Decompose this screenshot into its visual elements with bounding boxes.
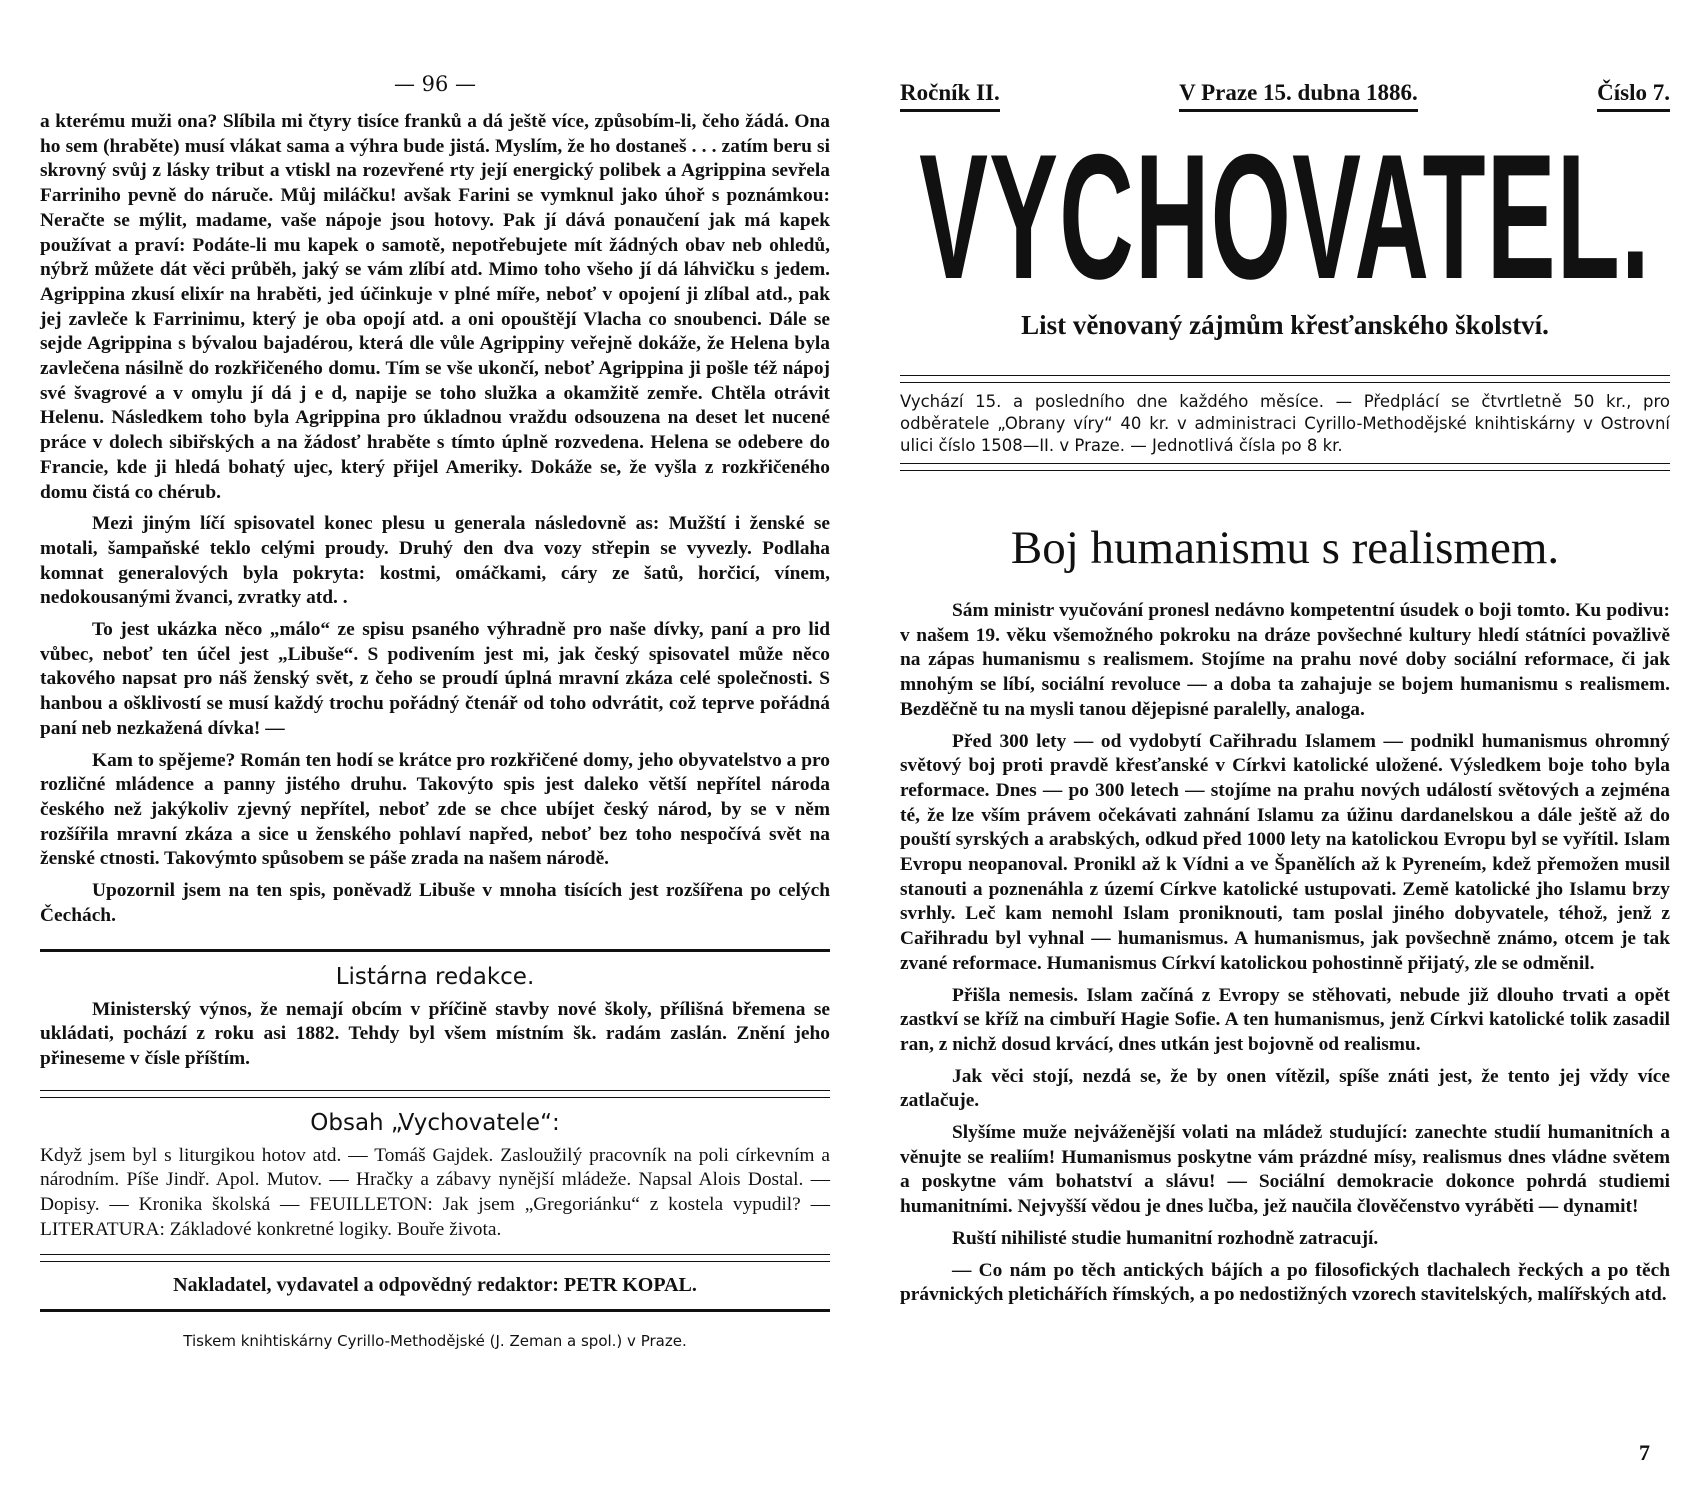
left-page: [40, 0, 830, 1350]
right-paragraph-2: Před 300 lety — od vydobytí Cařihradu Islamem — podnikl humanismus ohromný světový boj proti pravdě křesťanské v Církvi katolické uložené. Výsledkem boje toho byla reformace. Dnes — po 300 letech — stojíme na prahu nových událostí světových a zejména té, že lze vším právem očekávati zahnání Islamu za úžinu dardanelskou a dále ještě až do pouští syrských a arabských, odkud před 1000 lety na katolickou Evropu byl se vyřítil. Islam Evropu neopanoval. Pronikl až k Vídni a ve Španělích až k Pyreneím, kdež přemožen musil stanouti a poznenáhla z území Církve katolické ustupovati. Země katolické jho Islamu brzy svrhly. Leč kam nemohl Islam proniknouti, tam poslal jiného dobyvatele, téhož, jenž z Cařihradu byl vyhnal — humanismus. A humanismus, jak povšechně známo, otcem je tak zvané reformace. Humanismus Církví katolickou pohostinně přijatý, zle se odměnil.: [900, 730, 1670, 974]
obsah-title: Obsah „Vychovatele“:: [310, 1109, 560, 1136]
right-paragraph-1: Sám ministr vyučování pronesl nedávno kompetentní úsudek o boji tomto. Ku podivu: v našem 19. věku všemožného pokroku na dráze povšechné kultury hledí státníci považlivě na zápas humanismu s realismem. Stojíme na prahu nové doby sociální reformace, či jak mnohým se líbí, sociální revoluce — a doba ta zahajuje se bojem humanismu s realismem. Bezděčně tu na mysli tanou dějepisné paralelly, analoga.: [900, 600, 1670, 720]
listarna-text: Ministerský výnos, že nemají obcím v příčině stavby nové školy, přílišná břemena se ukládati, pochází z roku asi 1882. Tehdy byl všem místním šk. radám zaslán. Znění jeho přineseme v čísle příštím.: [40, 998, 830, 1069]
double-rule: [40, 1090, 830, 1098]
publication-info: Vychází 15. a posledního dne každého měsíce. — Předplácí se čtvrtletně 50 kr., pro odběratele „Obrany víry“ 40 kr. v administraci Cyrillo-Methodějské knihtiskárny v Ostrovní ulici číslo 1508—II. v Praze. — Jednotlivá čísla po 8 kr.: [900, 392, 1670, 455]
section-rule: [40, 1309, 830, 1312]
date-label: V Praze 15. dubna 1886.: [1179, 80, 1418, 112]
double-rule: [40, 1254, 830, 1262]
right-paragraph-7: — Co nám po těch antických bájích a po filosofických tlachalech řeckých a po těch právnických pletichářích římských, a po nedostižných vzorech stavitelských, malířských atd.: [900, 1259, 1670, 1306]
masthead: VYCHOVATEL.: [919, 117, 1651, 316]
left-body: [40, 110, 830, 929]
issue-header: [900, 80, 1670, 112]
left-paragraph-4: Kam to spějeme? Román ten hodí se krátce pro rozkřičené domy, jeho obyvatelstvo a pro rozličné mládence a panny jistého druhu. Takovýto spis jest daleko větší nepřítel národa českého než jakýkoliv zjevný nepřítel, neboť zde se chce ubíjet český národ, by se v něm rozšířila mravní zkáza a sice u ženského pohlaví napřed, neboť bez toho nespočívá svět na ženské ctnosti. Takovýmto spůsobem se páše zrada na našem národě.: [40, 749, 830, 870]
imprint-line: Tiskem knihtiskárny Cyrillo-Methodějské (J. Zeman a spol.) v Praze.: [183, 1332, 687, 1351]
page-number-left: — 96 —: [393, 72, 477, 96]
left-paragraph-2: Mezi jiným líčí spisovatel konec plesu u generala následovně as: Mužští i ženské se motali, šampaňské teklo celými proudy. Druhý den dva vozy střepin se vyvezly. Podlaha komnat generalových byla pokryta: kostmi, omáčkami, cáry ze šatů, horčicí, vínem, nedokousanými žvanci, zvratky atd. .: [40, 513, 830, 609]
right-paragraph-3: Přišla nemesis. Islam začíná z Evropy se stěhovati, nebude již dlouho trvati a opět zastkví se kříž na cimbuří Hagie Sofie. A ten humanismus, jenž Církvi katolické tolik zasadil ran, z nichž dosud krvácí, dnes utkán jest bojovně od realismu.: [900, 984, 1670, 1055]
subtitle: List věnovaný zájmům křesťanského školství.: [1021, 310, 1549, 340]
article-headline: Boj humanismu s realismem.: [1010, 522, 1560, 574]
right-page: [900, 0, 1670, 1465]
page-number-right: 7: [1639, 1440, 1650, 1465]
right-paragraph-6: Ruští nihilisté studie humanitní rozhodně zatracují.: [952, 1227, 1379, 1249]
right-paragraph-5: Slyšíme muže nejváženější volati na mládež studující: zanechte studií humanitních a věnujte se realiím! Humanismus poskytne vám prázdné mísy, realismus dnes vládne světem a poskytne vám bohatství a slávu! — Sociální demokracie dokonce pohrdá studiemi humanitními. Nejvyšší vědou je dnes lučba, jež naučila člověčenstvo vyráběti — dynamit!: [900, 1122, 1670, 1218]
left-paragraph-5: Upozornil jsem na ten spis, poněvadž Libuše v mnoha tisících jest rozšířena po celých Čechách.: [40, 880, 830, 926]
publisher-line: Nakladatel, vydavatel a odpovědný redaktor: PETR KOPAL.: [173, 1274, 697, 1297]
right-paragraph-4: Jak věci stojí, nezdá se, že by onen vítězil, spíše znáti jest, že tento jej vždy více zatlačuje.: [900, 1065, 1670, 1112]
left-paragraph-3: To jest ukázka něco „málo“ ze spisu psaného výhradně pro naše dívky, paní a pro lid vůbec, neboť ten účel jest „Libuše“. S podivením jest mi, jak český spisovatel může něco takového napsat pro náš ženský svět, z čeho se proudí úplná mravní zkáza celé společnosti. S hanbou a ošklivostí se musí každý trochu pořádný čtenář od toho odvrátit, což teprve pořádná paní neb nezkažená dívka! —: [40, 619, 830, 739]
double-rule: [900, 375, 1670, 383]
obsah-text: Když jsem byl s liturgikou hotov atd. — Tomáš Gajdek. Zasloužilý pracovník na poli církevním a národním. Píše Jindř. Apol. Mutov. — Hračky a zábavy nynější mládeže. Napsal Alois Dostal. — Dopisy. — Kronika školská — FEUILLETON: Jak jsem „Gregoriánku“ z kostela vypudil? — LITERATURA: Základové konkretné logiky. Bouře života.: [40, 1144, 830, 1240]
issue-label: Číslo 7.: [1597, 80, 1670, 112]
volume-label: Ročník II.: [900, 80, 1000, 112]
listarna-title: Listárna redakce.: [335, 963, 535, 990]
right-body: [900, 599, 1670, 1308]
left-paragraph-1: a kterému muži ona? Slíbila mi čtyry tisíce franků a dá ještě více, způsobím-li, čeho žádá. Ona ho sem (hraběte) musí vlákat sama a výhra bude jistá. Myslím, že ho dostaneš . . . zatím beru si skrovný svůj z lásky tribut a vtiskl na rozevřené rty její energický polibek a Agrippina sevřela Farriniho pevně do náruče. Můj miláčku! avšak Farini se vymknul jako úhoř s poznámkou: Neračte se mýlit, madame, vaše nápoje jsou hotovy. Pak jí dává ponaučení jak má kapek používat a praví: Podáte-li mu kapek o samotě, nepotřebujete mít žádných obav neb ohledů, nýbrž můžete dát věci průběh, jaký se vám zlíbí atd. Mimo toho všeho jí dá láhvičku s jedem. Agrippina zkusí elixír na hraběti, jed účinkuje v plné míře, neboť v opojení ji zlíbal atd., pak jej zavleče k Farrinimu, který je oba opojí atd. a oni opouštějí Vlacha co snoubenci. Dále se sejde Agrippina s bývalou bajadérou, která dle vůle Agrippiny veřejně dokáže, že Helena byla zavlečena násilně do rozkřičeného domu. Tím se vše ukončí, neboť Agrippina ji pošle též nápoj své švagrové a v omylu jí dá j e d, napije se toho služka a okamžitě zemře. Chtěla otrávit Helenu. Následkem toho byla Agrippina pro úkladnou vraždu odsouzena na deset let nucené práce v dolech sibiřských a na žádosť hraběte s tímto úplně rozvedena. Helena se odebere do Francie, kde ji hledá bohatý ujec, který přijel Ameriky. Dokáže se, že vyšla z rozkřičeného domu čistá co chérub.: [40, 111, 830, 503]
double-rule: [900, 463, 1670, 471]
section-rule: [40, 949, 830, 952]
